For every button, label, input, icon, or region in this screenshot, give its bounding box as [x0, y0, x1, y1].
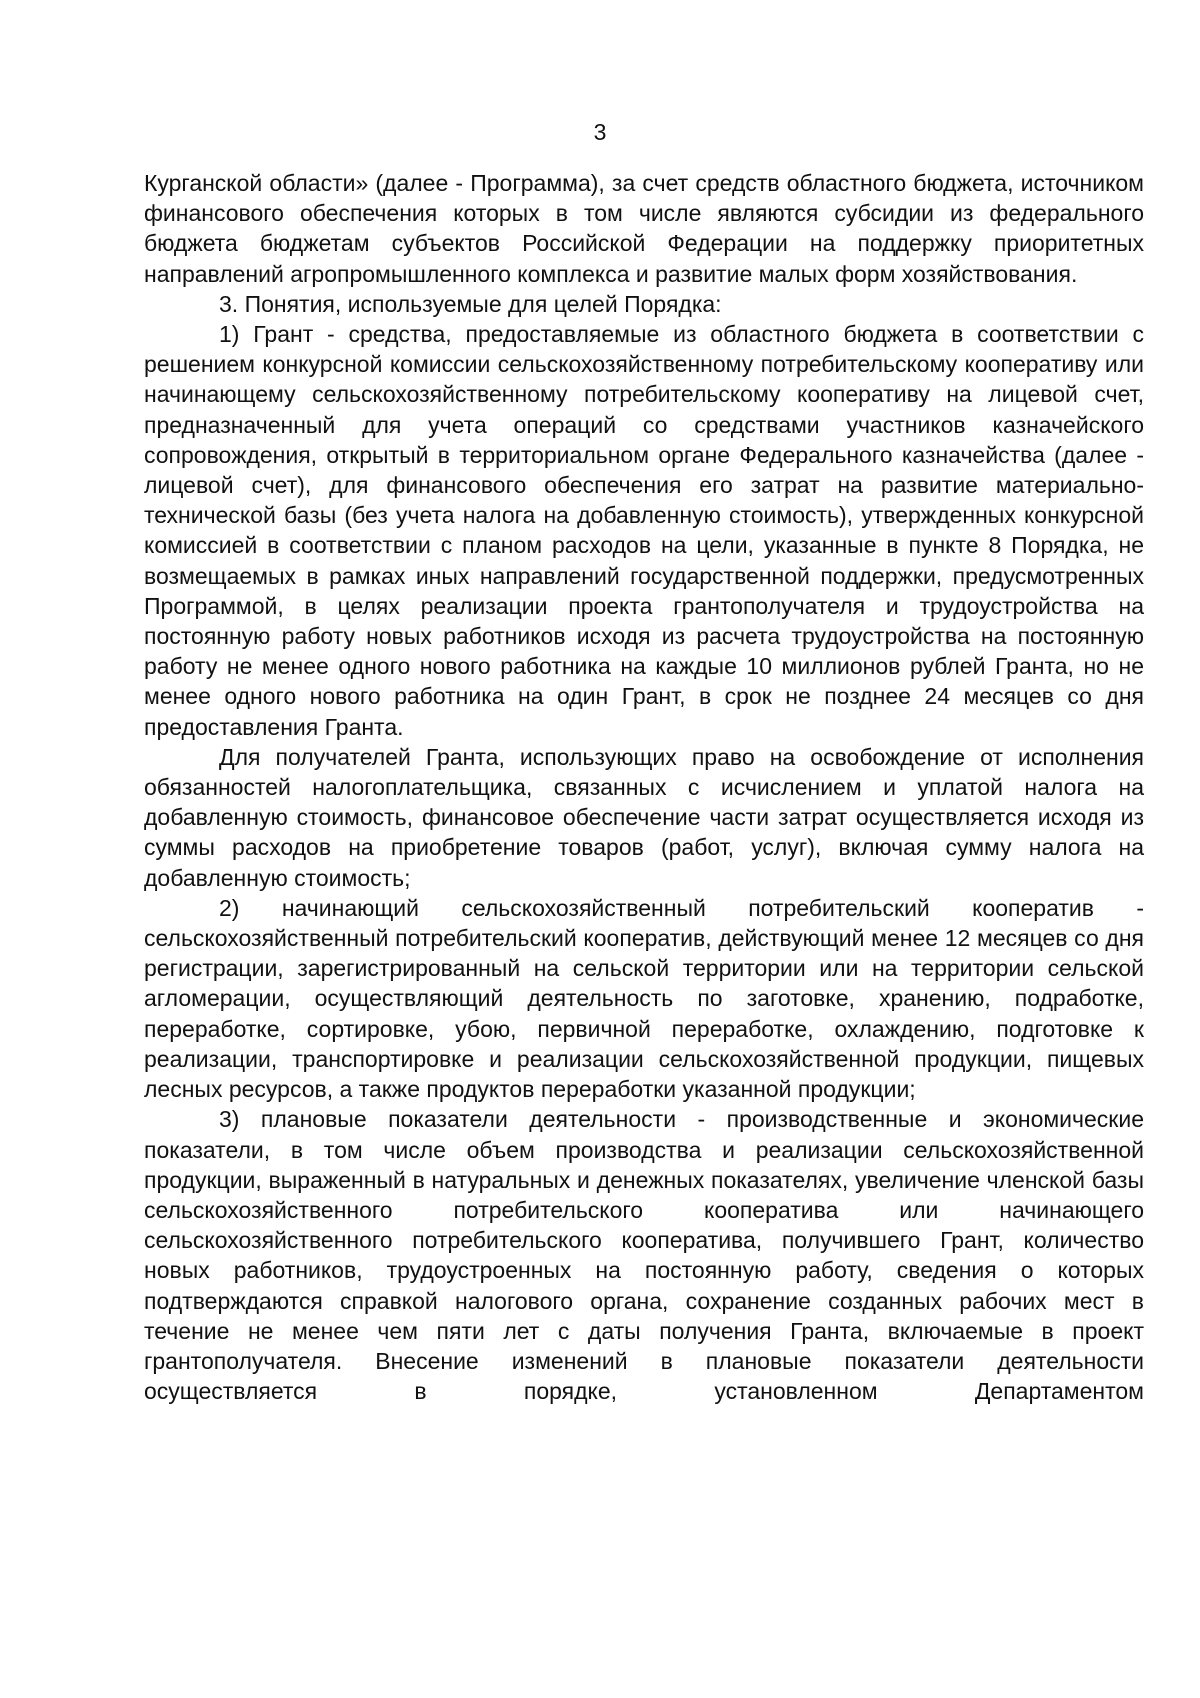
paragraph-definitions-heading: 3. Понятия, используемые для целей Порядка: [219, 290, 722, 317]
document-body [144, 168, 1144, 1406]
paragraph-grant-vat-note: Для получателей Гранта, использующих право на освобождение от исполнения обязанностей налогоплательщика, связанных с исчислением и уплатой налога на добавленную стоимость, финансовое обеспечение части затрат осуществляется исходя из суммы расходов на приобретение товаров (работ, услуг), включая сумму налога на добавленную стоимость; [144, 743, 1144, 891]
page-number: 3 [593, 119, 607, 145]
paragraph-definition-grant: 1) Грант - средства, предоставляемые из областного бюджета в соответствии с решением конкурсной комиссии сельскохозяйственному потребительскому кооперативу или начинающему сельскохозяйственному потребительскому кооперативу на лицевой счет, предназначенный для учета операций со средствами участников казначейского сопровождения, открытый в территориальном органе Федерального казначейства (далее - лицевой счет), для финансового обеспечения его затрат на развитие материально-технической базы (без учета налога на добавленную стоимость), утвержденных конкурсной комиссией в соответствии с планом расходов на цели, указанные в пункте 8 Порядка, не возмещаемых в рамках иных направлений государственной поддержки, предусмотренных Программой, в целях реализации проекта грантополучателя и трудоустройства на постоянную работу новых работников исходя из расчета трудоустройства на постоянную работу не менее одного нового работника на каждые 10 миллионов рублей Гранта, но не менее одного нового работника на один Грант, в срок не позднее 24 месяцев со дня предоставления Гранта. [144, 321, 1144, 740]
paragraph-definition-new-cooperative: 2) начинающий сельскохозяйственный потребительский кооператив - сельскохозяйственный потребительский кооператив, действующий менее 12 месяцев со дня регистрации, зарегистрированный на сельской территории или на территории сельской агломерации, осуществляющий деятельность по заготовке, хранению, подработке, переработке, сортировке, убою, первичной переработке, охлаждению, подготовке к реализации, транспортировке и реализации сельскохозяйственной продукции, пищевых лесных ресурсов, а также продуктов переработки указанной продукции; [144, 894, 1144, 1103]
paragraph-definition-planned-indicators: 3) плановые показатели деятельности - производственные и экономические показатели, в том числе объем производства и реализации сельскохозяйственной продукции, выраженный в натуральных и денежных показателях, увеличение членской базы сельскохозяйственного потребительского кооператива или начинающего сельскохозяйственного потребительского кооператива, получившего Грант, количество новых работников, трудоустроенных на постоянную работу, сведения о которых подтверждаются справкой налогового органа, сохранение созданных рабочих мест в течение не менее чем пяти лет с даты получения Гранта, включаемые в проект грантополучателя. Внесение изменений в плановые показатели деятельности осуществляется в порядке, установленном Департаментом [144, 1106, 1144, 1405]
paragraph-program-continuation: Курганской области» (далее - Программа), за счет средств областного бюджета, источником финансового обеспечения которых в том числе являются субсидии из федерального бюджета бюджетам субъектов Российской Федерации на поддержку приоритетных направлений агропромышленного комплекса и развитие малых форм хозяйствования. [144, 170, 1144, 287]
